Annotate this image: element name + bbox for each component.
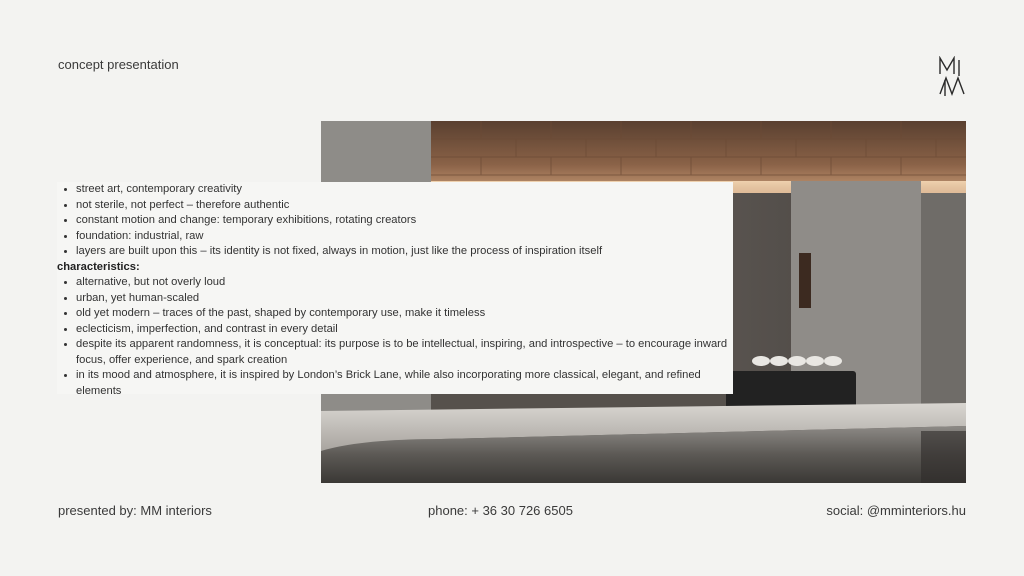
intro-list <box>57 182 733 260</box>
presented-by-text: presented by: MM interiors <box>58 503 212 518</box>
list-item: • constant motion and change: temporary exhibitions, rotating creators <box>76 213 733 229</box>
list-item: • old yet modern – traces of the past, shaped by contemporary use, make it timeless <box>76 306 733 322</box>
concept-text-card <box>57 182 733 397</box>
presentation-label: concept presentation <box>58 57 179 72</box>
characteristics-list <box>57 275 733 399</box>
list-item: • urban, yet human-scaled <box>76 291 733 307</box>
list-item: • street art, contemporary creativity <box>76 182 733 198</box>
list-item: • layers are built upon this – its identity is not fixed, always in motion, just like the process of inspiration itself <box>76 244 733 260</box>
list-item: • not sterile, not perfect – therefore authentic <box>76 198 733 214</box>
social-handle-text: social: @mminteriors.hu <box>826 503 966 518</box>
characteristics-heading: characteristics: <box>57 260 140 273</box>
list-item: • eclecticism, imperfection, and contrast in every detail <box>76 322 733 338</box>
phone-text: phone: + 36 30 726 6505 <box>428 503 573 518</box>
list-item: • in its mood and atmosphere, it is inspired by London’s Brick Lane, while also incorporating more classical, elegant, and refined elements <box>76 368 733 399</box>
list-item: • despite its apparent randomness, it is conceptual: its purpose is to be intellectual, inspiring, and introspective – to encourage inward focus, offer experience, and spark creation <box>76 337 733 368</box>
list-item: • foundation: industrial, raw <box>76 229 733 245</box>
mm-logo-icon <box>937 56 967 98</box>
list-item: • alternative, but not overly loud <box>76 275 733 291</box>
